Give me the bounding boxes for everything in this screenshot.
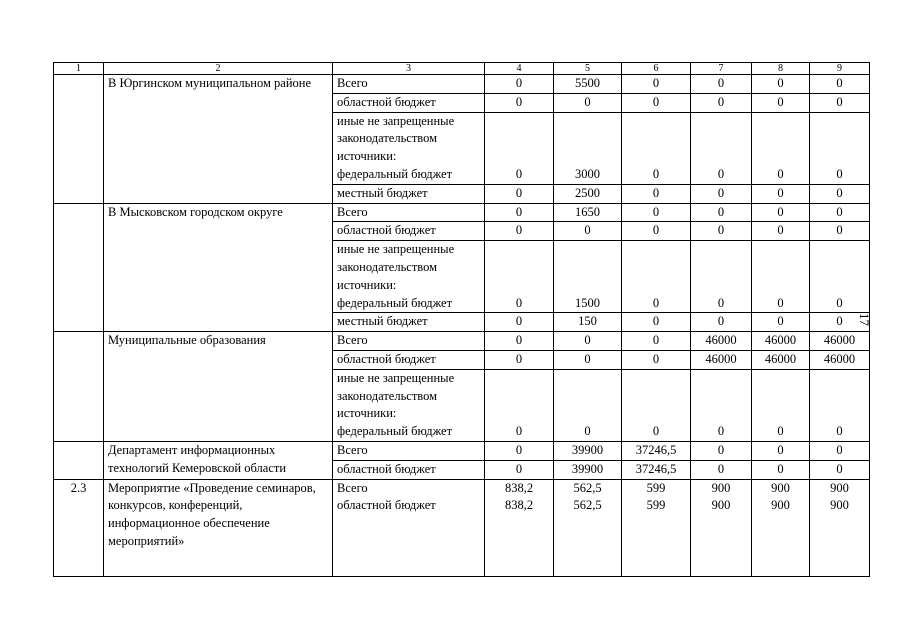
column-number: 8: [752, 63, 810, 75]
value-cell: 900: [691, 497, 752, 576]
entity-name: Департамент информационных технологий Кемеровской области: [104, 441, 333, 479]
value-cell: 0: [622, 241, 691, 313]
column-number: 7: [691, 63, 752, 75]
value-cell: 0: [810, 441, 870, 460]
value-cell: 3000: [554, 112, 622, 184]
value-cell: 1500: [554, 241, 622, 313]
value-cell: 37246,5: [622, 460, 691, 479]
funding-label: областной бюджет: [333, 93, 485, 112]
value-cell: 0: [752, 203, 810, 222]
other-sources-label: иные не запрещенные законодательством источники:: [337, 242, 455, 292]
other-sources-cell: [333, 112, 485, 184]
value-cell: 0: [485, 184, 554, 203]
value-cell: 0: [622, 93, 691, 112]
value-cell: 900: [810, 479, 870, 497]
value-cell: 0: [752, 184, 810, 203]
table-row: [54, 203, 870, 222]
item-number: [54, 332, 104, 442]
value-cell: 0: [752, 222, 810, 241]
value-cell: 2500: [554, 184, 622, 203]
value-cell: 46000: [752, 332, 810, 351]
value-cell: 0: [752, 441, 810, 460]
funding-label: областной бюджет: [333, 222, 485, 241]
value-cell: 0: [691, 75, 752, 94]
value-cell: 838,2: [485, 497, 554, 576]
value-cell: 0: [622, 222, 691, 241]
value-cell: 46000: [810, 332, 870, 351]
value-cell: 0: [554, 222, 622, 241]
value-cell: 0: [752, 112, 810, 184]
funding-label: федеральный бюджет: [337, 166, 453, 181]
value-cell: 0: [485, 350, 554, 369]
funding-label: Всего: [333, 479, 485, 497]
value-cell: 46000: [810, 350, 870, 369]
value-cell: 0: [622, 350, 691, 369]
value-cell: 0: [810, 313, 870, 332]
value-cell: 0: [691, 184, 752, 203]
value-cell: 0: [810, 93, 870, 112]
value-cell: 900: [691, 479, 752, 497]
value-cell: 0: [810, 460, 870, 479]
value-cell: 39900: [554, 441, 622, 460]
value-cell: 562,5: [554, 497, 622, 576]
value-cell: 0: [485, 203, 554, 222]
column-number-row: [54, 63, 870, 75]
value-cell: 0: [485, 460, 554, 479]
funding-label: областной бюджет: [333, 497, 485, 576]
value-cell: 37246,5: [622, 441, 691, 460]
budget-table: [53, 62, 870, 577]
funding-label: местный бюджет: [333, 313, 485, 332]
value-cell: 900: [752, 479, 810, 497]
value-cell: 0: [554, 369, 622, 441]
value-cell: 0: [485, 332, 554, 351]
column-number: 2: [104, 63, 333, 75]
funding-label: местный бюджет: [333, 184, 485, 203]
entity-name: Муниципальные образования: [104, 332, 333, 442]
value-cell: 0: [810, 184, 870, 203]
column-number: 1: [54, 63, 104, 75]
table-row: [54, 441, 870, 460]
value-cell: 0: [622, 369, 691, 441]
value-cell: 46000: [691, 332, 752, 351]
value-cell: 0: [622, 332, 691, 351]
funding-label: областной бюджет: [333, 350, 485, 369]
value-cell: 0: [554, 332, 622, 351]
funding-label: федеральный бюджет: [337, 295, 453, 310]
value-cell: 0: [691, 313, 752, 332]
value-cell: 150: [554, 313, 622, 332]
value-cell: 0: [554, 93, 622, 112]
value-cell: 39900: [554, 460, 622, 479]
value-cell: 0: [691, 203, 752, 222]
funding-label: Всего: [333, 203, 485, 222]
value-cell: 0: [485, 112, 554, 184]
value-cell: 0: [810, 222, 870, 241]
other-sources-cell: [333, 369, 485, 441]
funding-label: федеральный бюджет: [337, 424, 453, 439]
value-cell: 900: [810, 497, 870, 576]
value-cell: 0: [691, 369, 752, 441]
value-cell: 0: [622, 112, 691, 184]
funding-label: областной бюджет: [333, 460, 485, 479]
funding-label: Всего: [333, 332, 485, 351]
entity-name: В Юргинском муниципальном районе: [104, 75, 333, 204]
value-cell: 0: [485, 75, 554, 94]
value-cell: 0: [622, 75, 691, 94]
item-number: [54, 441, 104, 479]
value-cell: 0: [810, 241, 870, 313]
value-cell: 838,2: [485, 479, 554, 497]
value-cell: 0: [691, 241, 752, 313]
funding-label: Всего: [333, 441, 485, 460]
entity-name: Мероприятие «Проведение семинаров, конкурсов, конференций, информационное обеспечение мероприятий»: [104, 479, 333, 576]
column-number: 5: [554, 63, 622, 75]
value-cell: 0: [810, 369, 870, 441]
value-cell: 0: [485, 441, 554, 460]
value-cell: 0: [485, 93, 554, 112]
value-cell: 0: [810, 112, 870, 184]
value-cell: 599: [622, 479, 691, 497]
value-cell: 0: [691, 93, 752, 112]
item-number: 2.3: [54, 479, 104, 576]
column-number: 3: [333, 63, 485, 75]
column-number: 4: [485, 63, 554, 75]
value-cell: 0: [691, 460, 752, 479]
value-cell: 0: [691, 441, 752, 460]
value-cell: 5500: [554, 75, 622, 94]
funding-label: Всего: [333, 75, 485, 94]
value-cell: 599: [622, 497, 691, 576]
table-row: [54, 332, 870, 351]
value-cell: 0: [752, 369, 810, 441]
value-cell: 900: [752, 497, 810, 576]
table-row: [54, 479, 870, 497]
value-cell: 1650: [554, 203, 622, 222]
value-cell: 46000: [752, 350, 810, 369]
item-number: [54, 203, 104, 332]
value-cell: 0: [485, 369, 554, 441]
value-cell: 0: [691, 222, 752, 241]
value-cell: 0: [810, 75, 870, 94]
value-cell: 0: [752, 75, 810, 94]
page-number: 17: [857, 313, 872, 326]
value-cell: 0: [810, 203, 870, 222]
value-cell: 0: [752, 93, 810, 112]
table-row: [54, 75, 870, 94]
other-sources-cell: [333, 241, 485, 313]
value-cell: 0: [622, 184, 691, 203]
value-cell: 0: [622, 203, 691, 222]
value-cell: 0: [485, 241, 554, 313]
other-sources-label: иные не запрещенные законодательством источники:: [337, 113, 455, 164]
value-cell: 562,5: [554, 479, 622, 497]
value-cell: 0: [554, 350, 622, 369]
column-number: 6: [622, 63, 691, 75]
value-cell: 0: [622, 313, 691, 332]
other-sources-label: иные не запрещенные законодательством источники:: [337, 370, 455, 421]
value-cell: 0: [752, 460, 810, 479]
value-cell: 0: [485, 313, 554, 332]
item-number: [54, 75, 104, 204]
entity-name: В Мысковском городском округе: [104, 203, 333, 332]
value-cell: 0: [691, 112, 752, 184]
value-cell: 0: [752, 313, 810, 332]
value-cell: 0: [485, 222, 554, 241]
value-cell: 0: [752, 241, 810, 313]
value-cell: 46000: [691, 350, 752, 369]
column-number: 9: [810, 63, 870, 75]
